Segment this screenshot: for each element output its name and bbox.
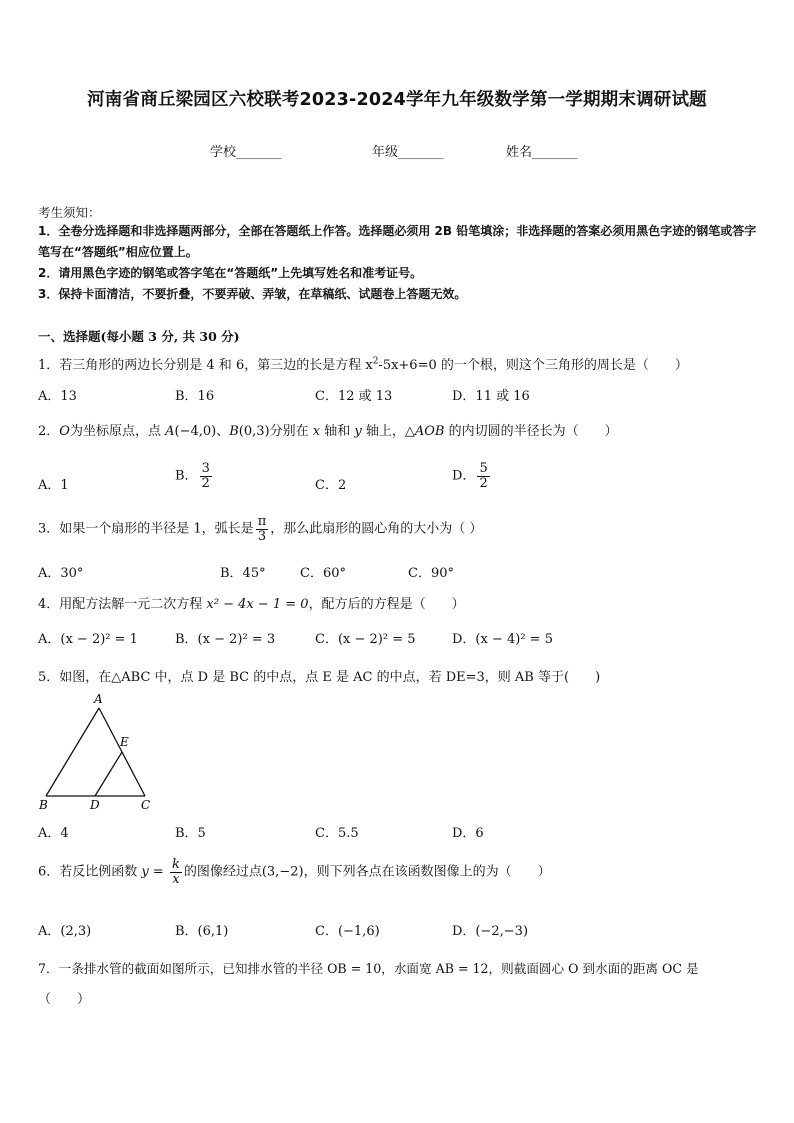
q2-option-d[interactable] <box>452 462 492 490</box>
q5-option-a[interactable]: A．4 <box>38 826 69 841</box>
q4-option-a[interactable]: A．(x − 2)² = 1 <box>38 632 138 647</box>
question-7: 7．一条排水管的截面如图所示，已知排水管的半径 OB = 10，水面宽 AB = 12，则截面圆心 O 到水面的距离 OC 是 <box>38 961 699 976</box>
question-1 <box>38 354 758 373</box>
fraction-numerator: k <box>171 857 180 872</box>
fraction-numerator: π <box>257 514 267 529</box>
q1-text-b: -5x+6=0 的一个根，则这个三角形的周长是（ ） <box>378 358 688 373</box>
q2-text-6: 的内切圆的半径长为（ ） <box>444 424 618 439</box>
q6-option-d[interactable]: D．(−2,−3) <box>452 924 529 939</box>
q2-var-aob: AOB <box>414 424 445 439</box>
q3-option-c[interactable]: C．60° <box>300 566 346 581</box>
q4-equation: x² − 4x − 1 = 0 <box>206 597 309 612</box>
question-4 <box>38 593 758 612</box>
q1-text-a: 1．若三角形的两边长分别是 4 和 6，第三边的长是方程 x <box>38 358 373 373</box>
q6-option-a[interactable]: A．(2,3) <box>38 924 92 939</box>
q2-text-5: 轴上，△ <box>361 424 415 439</box>
q3-fraction <box>256 515 269 543</box>
q2-option-c[interactable]: C．2 <box>315 478 347 493</box>
segment-de <box>95 752 122 796</box>
question-7-answer-bracket: （ ） <box>38 992 91 1007</box>
q3-text-a: 3．如果一个扇形的半径是 1，弧长是 <box>38 521 254 537</box>
q3-option-b[interactable]: B．45° <box>220 566 266 581</box>
q4-text-b: ，配方后的方程是（ ） <box>308 597 465 612</box>
q6-option-b[interactable]: B．(6,1) <box>175 924 229 939</box>
q2-option-b-fraction <box>200 462 212 490</box>
q5-option-b[interactable]: B．5 <box>175 826 206 841</box>
q2-text-3: 分别在 <box>269 424 313 439</box>
q2-text-1: 为坐标原点，点 <box>69 424 166 439</box>
label-d: D <box>90 798 100 812</box>
label-c: C <box>141 798 151 812</box>
q6-point: (3,−2) <box>261 864 304 880</box>
grade-field[interactable]: 年级_______ <box>372 145 444 160</box>
q2-option-b-label: B． <box>175 468 198 484</box>
q6-text-b: 的图像经过点 <box>183 864 262 880</box>
question-2 <box>38 420 758 439</box>
q6-text-c: ，则下列各点在该函数图像上的为（ ） <box>303 864 551 880</box>
fraction-denominator: x <box>172 871 180 887</box>
name-field[interactable]: 姓名_______ <box>506 145 578 160</box>
notice-item-3: 3．保持卡面清洁，不要折叠，不要弄破、弄皱，在草稿纸、试题卷上答题无效。 <box>38 287 467 301</box>
q1-option-b[interactable]: B．16 <box>175 389 215 404</box>
q5-option-d[interactable]: D．6 <box>452 826 484 841</box>
label-b: B <box>39 798 48 812</box>
q2-var-b: B <box>229 424 239 439</box>
question-5: 5．如图，在△ABC 中，点 D 是 BC 的中点，点 E 是 AC 的中点，若 DE=3，则 AB 等于( ) <box>38 670 601 685</box>
q2-var-o: O <box>59 424 70 439</box>
q3-option-d[interactable]: C．90° <box>408 566 454 581</box>
q2-text-2: 、 <box>216 424 230 439</box>
q4-option-c[interactable]: C．(x − 2)² = 5 <box>315 632 416 647</box>
q6-option-c[interactable]: C．(−1,6) <box>315 924 380 939</box>
segment-ab <box>46 708 99 796</box>
q2-option-a[interactable]: A．1 <box>38 478 69 493</box>
q2-coord-b: (0,3) <box>238 424 270 439</box>
q6-fraction <box>170 858 182 886</box>
question-3 <box>38 515 758 543</box>
school-field[interactable]: 学校_______ <box>210 145 282 160</box>
fraction-denominator: 3 <box>257 528 267 544</box>
q1-superscript: 2 <box>372 356 379 367</box>
q2-coord-a: (−4,0) <box>174 424 217 439</box>
q4-option-b[interactable]: B．(x − 2)² = 3 <box>175 632 276 647</box>
q4-option-d[interactable]: D．(x − 4)² = 5 <box>452 632 553 647</box>
q2-option-b[interactable] <box>175 462 214 490</box>
fraction-numerator: 5 <box>479 461 488 476</box>
q2-var-x: x <box>312 424 321 439</box>
q6-text-a: 6．若反比例函数 <box>38 864 142 880</box>
label-a: A <box>94 692 103 706</box>
q1-option-a[interactable]: A．13 <box>38 389 77 404</box>
q5-option-c[interactable]: C．5.5 <box>315 826 359 841</box>
q6-var-y: y <box>141 864 149 880</box>
label-e: E <box>120 735 129 749</box>
page-title: 河南省商丘梁园区六校联考2023-2024学年九年级数学第一学期期末调研试题 <box>87 90 707 110</box>
q2-var-y: y <box>354 424 362 439</box>
q6-equals: = <box>148 864 168 880</box>
question-6 <box>38 858 758 886</box>
section-heading: 一、选择题(每小题 3 分, 共 30 分) <box>38 329 240 344</box>
q2-option-d-fraction <box>477 462 489 490</box>
notice-heading: 考生须知： <box>38 205 101 220</box>
q4-text-a: 4．用配方法解一元二次方程 <box>38 597 207 612</box>
q2-var-a: A <box>165 424 175 439</box>
q3-text-b: ，那么此扇形的圆心角的大小为（ ） <box>270 521 483 537</box>
q2-option-d-label: D． <box>452 468 476 484</box>
triangle-figure <box>34 688 164 816</box>
notice-item-2: 2．请用黑色字迹的钢笔或答字笔在“答题纸”上先填写姓名和准考证号。 <box>38 266 423 280</box>
q2-number: 2． <box>38 424 60 439</box>
q3-option-a[interactable]: A．30° <box>38 566 84 581</box>
q1-option-c[interactable]: C．12 或 13 <box>315 389 393 404</box>
fraction-numerator: 3 <box>201 461 210 476</box>
notice-item-1: 1．全卷分选择题和非选择题两部分，全部在答题纸上作答。选择题必须用 2B 铅笔填涂；非选择题的答案必须用黑色字迹的钢笔或答字笔写在“答题纸”相应位置上。 <box>38 224 757 259</box>
q1-option-d[interactable]: D．11 或 16 <box>452 389 530 404</box>
fraction-denominator: 2 <box>479 475 488 491</box>
q2-text-4: 轴和 <box>320 424 355 439</box>
fraction-denominator: 2 <box>201 475 210 491</box>
